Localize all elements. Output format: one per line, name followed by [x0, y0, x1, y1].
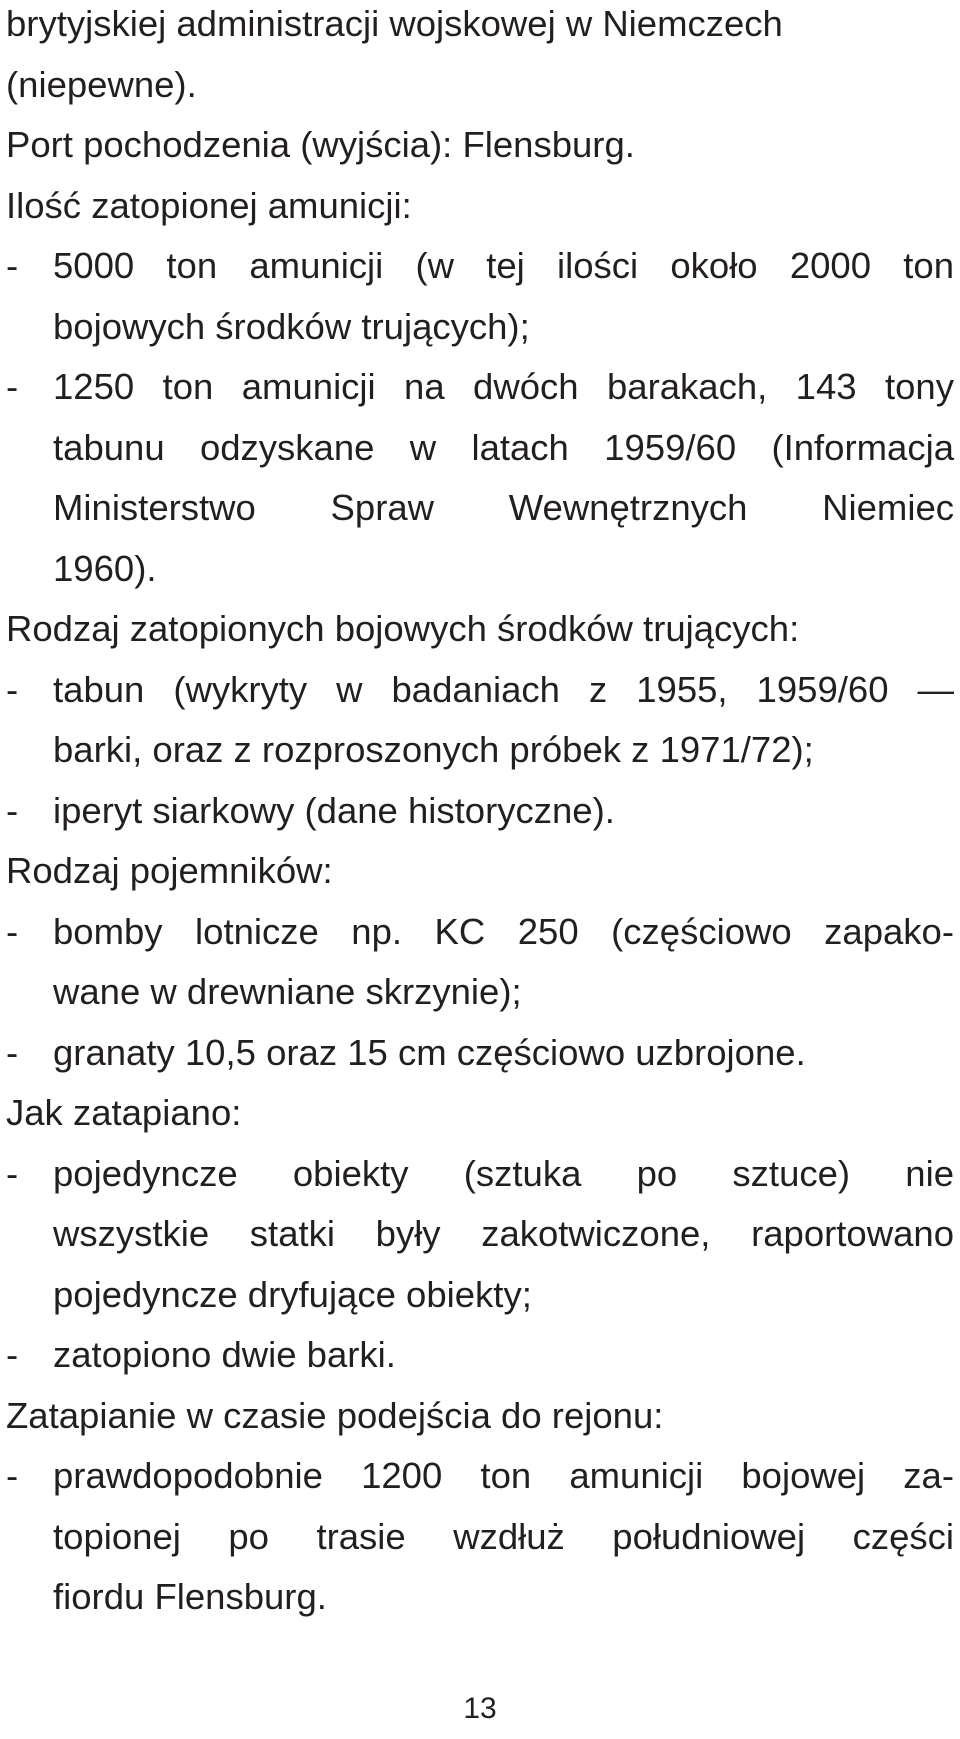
line-text: bomby lotnicze np. KC 250 (częściowo zapako-	[53, 910, 954, 952]
list-item-line	[6, 236, 954, 297]
list-item-line	[6, 781, 954, 842]
list-item-line	[6, 357, 954, 418]
list-bullet: -	[6, 789, 19, 831]
text-line	[6, 1386, 954, 1447]
text-line	[6, 841, 954, 902]
line-text: Zatapianie w czasie podejścia do rejonu:	[6, 1394, 664, 1436]
list-item-line	[6, 1023, 954, 1084]
line-text: tabunu odzyskane w latach 1959/60 (Informacja	[53, 426, 954, 468]
line-text: 1250 ton amunicji na dwóch barakach, 143 tony	[53, 366, 954, 407]
list-bullet: -	[6, 1031, 19, 1073]
text-line	[6, 478, 954, 539]
line-text: zatopiono dwie barki.	[53, 1334, 396, 1375]
line-text: wszystkie statki były zakotwiczone, raportowano	[53, 1213, 954, 1254]
line-text: brytyjskiej administracji wojskowej w Niemczech	[6, 3, 783, 44]
line-text: Port pochodzenia (wyjścia): Flensburg.	[6, 124, 635, 165]
list-bullet: -	[6, 668, 19, 710]
page-number: 13	[463, 1692, 497, 1725]
text-line	[6, 962, 954, 1023]
line-text: Ministerstwo Spraw Wewnętrznych Niemiec	[53, 487, 954, 528]
line-text: pojedyncze dryfujące obiekty;	[53, 1273, 532, 1315]
list-item-line	[6, 660, 954, 721]
text-line	[6, 1265, 954, 1326]
list-item-line	[6, 1325, 954, 1386]
line-text: iperyt siarkowy (dane historyczne).	[53, 789, 615, 831]
list-bullet: -	[6, 245, 19, 286]
list-item-line	[6, 902, 954, 963]
line-text: fiordu Flensburg.	[53, 1576, 327, 1617]
line-text: 1960).	[53, 547, 157, 589]
body-text	[6, 0, 954, 1628]
line-text: wane w drewniane skrzynie);	[53, 971, 522, 1012]
text-line	[6, 297, 954, 358]
text-line	[6, 55, 954, 116]
text-line	[6, 1204, 954, 1265]
text-line	[6, 176, 954, 237]
line-text: Ilość zatopionej amunicji:	[6, 184, 412, 226]
list-bullet: -	[6, 1334, 19, 1375]
line-text: tabun (wykryty w badaniach z 1955, 1959/60 —	[53, 668, 954, 710]
line-text: (niepewne).	[6, 63, 197, 105]
line-text: pojedyncze obiekty (sztuka po sztuce) nie	[53, 1152, 954, 1194]
line-text: Rodzaj pojemników:	[6, 850, 333, 891]
text-line	[6, 539, 954, 600]
list-bullet: -	[6, 910, 19, 952]
list-bullet: -	[6, 1152, 19, 1194]
text-line	[6, 1567, 954, 1628]
line-text: topionej po trasie wzdłuż południowej części	[53, 1515, 954, 1557]
list-item-line	[6, 1446, 954, 1507]
line-text: granaty 10,5 oraz 15 cm częściowo uzbrojone.	[53, 1031, 806, 1073]
list-bullet: -	[6, 366, 19, 407]
text-line	[6, 599, 954, 660]
line-text: prawdopodobnie 1200 ton amunicji bojowej za-	[53, 1455, 954, 1496]
text-line	[6, 1507, 954, 1568]
line-text: 5000 ton amunicji (w tej ilości około 2000 ton	[53, 245, 954, 286]
text-line	[6, 1083, 954, 1144]
text-line	[6, 0, 954, 55]
text-line	[6, 720, 954, 781]
text-line	[6, 418, 954, 479]
line-text: barki, oraz z rozproszonych próbek z 1971/72);	[53, 729, 814, 770]
list-item-line	[6, 1144, 954, 1205]
text-line	[6, 115, 954, 176]
line-text: Jak zatapiano:	[6, 1092, 242, 1133]
line-text: bojowych środków trujących);	[53, 305, 530, 347]
line-text: Rodzaj zatopionych bojowych środków trujących:	[6, 608, 800, 649]
list-bullet: -	[6, 1455, 19, 1496]
